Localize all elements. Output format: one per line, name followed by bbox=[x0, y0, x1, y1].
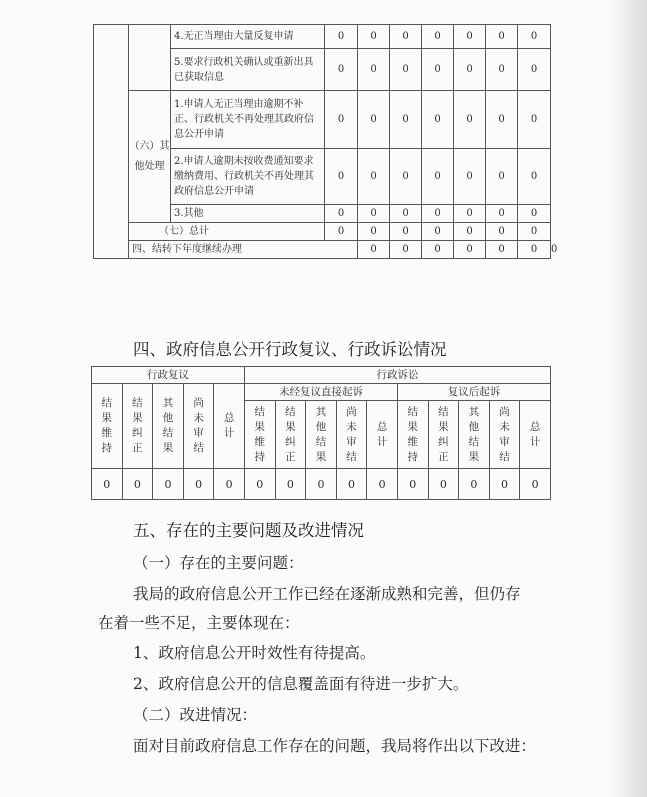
col-corrected: 结果纠正 bbox=[275, 401, 306, 469]
value-cell: 0 bbox=[486, 223, 518, 241]
value-cell: 0 bbox=[422, 149, 454, 205]
value-cell: 0 bbox=[358, 25, 390, 49]
value-cell: 0 bbox=[428, 469, 459, 500]
value-cell: 0 bbox=[397, 469, 428, 500]
table-row bbox=[92, 469, 551, 500]
value-cell: 0 bbox=[92, 469, 123, 500]
col-pending: 尚未审结 bbox=[336, 401, 367, 469]
value-cell: 0 bbox=[390, 149, 422, 205]
value-cell: 0 bbox=[275, 469, 306, 500]
value-cell: 0 bbox=[422, 91, 454, 149]
table-row bbox=[92, 384, 551, 401]
group-cell bbox=[129, 25, 171, 91]
col-total: 总计 bbox=[520, 401, 551, 469]
value-cell: 0 bbox=[518, 91, 551, 149]
value-cell: 0 bbox=[454, 49, 486, 91]
value-cell: 0 bbox=[325, 205, 358, 223]
col-total: 总计 bbox=[367, 401, 398, 469]
value-cell: 0 bbox=[306, 469, 337, 500]
value-cell: 0 bbox=[454, 223, 486, 241]
value-cell: 0 bbox=[422, 205, 454, 223]
subsection-2-title: （二）改进情况： bbox=[133, 706, 258, 724]
value-cell: 0 bbox=[518, 223, 551, 241]
value-cell: 0 bbox=[454, 241, 486, 259]
value-cell: 0 bbox=[422, 49, 454, 91]
value-cell: 0 bbox=[325, 91, 358, 149]
value-cell: 0 bbox=[489, 469, 520, 500]
value-cell: 0 bbox=[325, 149, 358, 205]
review-litigation-table bbox=[91, 366, 551, 500]
header-litigation: 行政诉讼 bbox=[244, 367, 550, 384]
col-corrected: 结果纠正 bbox=[122, 384, 153, 469]
value-cell: 0 bbox=[390, 241, 422, 259]
col-pending: 尚未审结 bbox=[183, 384, 214, 469]
value-cell: 0 bbox=[358, 49, 390, 91]
header-direct: 未经复议直接起诉 bbox=[244, 384, 397, 401]
col-other: 其他结果 bbox=[306, 401, 337, 469]
value-cell: 0 bbox=[454, 149, 486, 205]
row-label: 3.其他 bbox=[171, 205, 325, 223]
col-corrected: 结果纠正 bbox=[428, 401, 459, 469]
value-cell: 0 bbox=[454, 25, 486, 49]
paragraph-line: 在着一些不足，主要体现在： bbox=[98, 614, 300, 632]
value-cell: 0 bbox=[390, 205, 422, 223]
value-cell: 0 bbox=[459, 469, 490, 500]
value-cell: 0 bbox=[390, 91, 422, 149]
value-cell: 0 bbox=[390, 49, 422, 91]
value-cell: 0 bbox=[358, 223, 390, 241]
value-cell: 0 bbox=[486, 91, 518, 149]
value-cell: 0 bbox=[358, 149, 390, 205]
value-cell: 0 bbox=[518, 241, 551, 259]
table-row: 四、结转下年度继续办理 0 0 0 0 0 0 0 bbox=[94, 241, 551, 259]
value-cell: 0 bbox=[454, 91, 486, 149]
table-row bbox=[94, 91, 551, 149]
value-cell: 0 bbox=[325, 223, 358, 241]
value-cell: 0 bbox=[518, 149, 551, 205]
table-row bbox=[94, 25, 551, 49]
col-total: 总计 bbox=[214, 384, 245, 469]
section-4-title: 四、政府信息公开行政复议、行政诉讼情况 bbox=[133, 340, 447, 359]
value-cell: 0 bbox=[122, 469, 153, 500]
value-cell: 0 bbox=[325, 49, 358, 91]
issue-item: 1、政府信息公开时效性有待提高。 bbox=[133, 644, 376, 662]
table-row bbox=[94, 223, 551, 241]
outer-group-cell bbox=[94, 25, 129, 259]
value-cell: 0 bbox=[422, 241, 454, 259]
group-label-other: （六）其他处理 bbox=[129, 91, 171, 223]
header-after-review: 复议后起诉 bbox=[397, 384, 550, 401]
value-cell: 0 bbox=[358, 205, 390, 223]
col-maintained: 结果维持 bbox=[244, 401, 275, 469]
issue-item: 2、政府信息公开的信息覆盖面有待进一步扩大。 bbox=[133, 675, 469, 693]
value-cell: 0 bbox=[390, 223, 422, 241]
value-cell: 0 bbox=[486, 49, 518, 91]
col-maintained: 结果维持 bbox=[397, 401, 428, 469]
header-review: 行政复议 bbox=[92, 367, 245, 384]
col-pending: 尚未审结 bbox=[489, 401, 520, 469]
paragraph-line: 面对目前政府信息工作存在的问题，我局将作出以下改进： bbox=[133, 737, 537, 755]
value-cell: 0 bbox=[358, 241, 390, 259]
value-cell: 0 bbox=[244, 469, 275, 500]
value-cell: 0 bbox=[486, 149, 518, 205]
col-other: 其他结果 bbox=[153, 384, 184, 469]
value-cell: 0 bbox=[518, 25, 551, 49]
row-label-total: （七）总计 bbox=[129, 223, 325, 241]
value-cell: 0 bbox=[486, 25, 518, 49]
table-row bbox=[92, 367, 551, 384]
scan-edge-shadow bbox=[609, 0, 647, 797]
value-cell: 0 bbox=[518, 49, 551, 91]
value-cell: 0 bbox=[486, 205, 518, 223]
row-label: 5.要求行政机关确认或重新出具已获取信息 bbox=[171, 49, 325, 91]
col-other: 其他结果 bbox=[459, 401, 490, 469]
value-cell: 0 bbox=[214, 469, 245, 500]
value-cell: 0 bbox=[422, 25, 454, 49]
value-cell: 0 bbox=[358, 91, 390, 149]
row-label: 1.申请人无正当理由逾期不补正、行政机关不再处理其政府信息公开申请 bbox=[171, 91, 325, 149]
disposal-results-table bbox=[93, 24, 558, 259]
col-maintained: 结果维持 bbox=[92, 384, 123, 469]
subsection-1-title: （一）存在的主要问题： bbox=[133, 554, 304, 572]
value-cell: 0 bbox=[183, 469, 214, 500]
value-cell: 0 bbox=[518, 205, 551, 223]
value-cell: 0 bbox=[153, 469, 184, 500]
value-cell: 0 bbox=[422, 223, 454, 241]
value-cell: 0 bbox=[390, 25, 422, 49]
value-cell: 0 bbox=[486, 241, 518, 259]
value-cell: 0 bbox=[336, 469, 367, 500]
row-label: 2.申请人逾期未按收费通知要求缴纳费用、行政机关不再处理其政府信息公开申请 bbox=[171, 149, 325, 205]
value-cell: 0 bbox=[367, 469, 398, 500]
value-cell: 0 bbox=[454, 205, 486, 223]
paragraph-line: 我局的政府信息公开工作已经在逐渐成熟和完善，但仍存 bbox=[133, 585, 521, 603]
value-cell: 0 bbox=[520, 469, 551, 500]
row-label: 4.无正当理由大量反复申请 bbox=[171, 25, 325, 49]
section-5-title: 五、存在的主要问题及改进情况 bbox=[133, 521, 364, 540]
row-label-carry-over: 四、结转下年度继续办理 bbox=[129, 241, 358, 259]
value-cell: 0 bbox=[325, 25, 358, 49]
